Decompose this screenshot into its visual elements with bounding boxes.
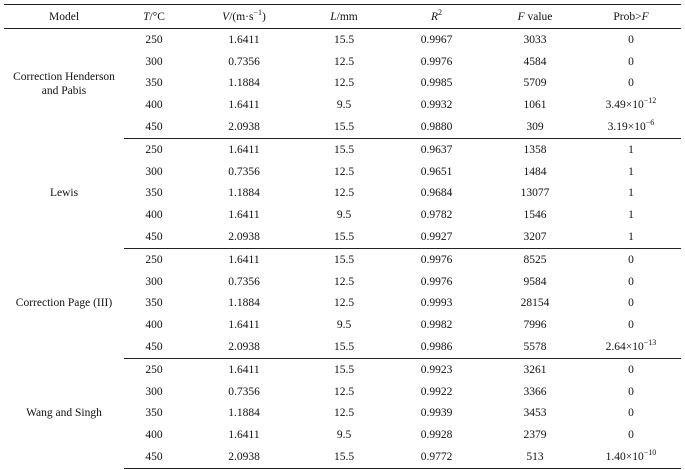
temperature-cell: 350 (145, 297, 163, 310)
r-squared-cell: 0.9993 (420, 297, 453, 310)
length-cell: 9.5 (336, 429, 352, 442)
table-row (4, 358, 681, 380)
prob-f-base: 0 (628, 407, 634, 420)
length-cell: 12.5 (333, 297, 355, 310)
r-squared-cell: 0.9637 (420, 143, 453, 156)
prob-f-cell (581, 161, 681, 183)
r-squared-cell: 0.9782 (420, 209, 453, 222)
prob-f-cell (581, 358, 681, 380)
f-value-cell: 3207 (489, 226, 581, 248)
temperature-cell: 300 (145, 55, 163, 68)
header-length: L/mm (304, 5, 384, 29)
temperature-cell: 450 (124, 116, 184, 138)
temperature-cell: 250 (145, 33, 163, 46)
f-value-cell: 3366 (523, 385, 547, 398)
table-row (4, 248, 681, 270)
velocity-cell: 1.6411 (228, 33, 260, 46)
prob-f-exponent: −10 (643, 448, 657, 458)
r-squared-cell: 0.9976 (420, 253, 453, 266)
prob-f-base: 0 (628, 319, 634, 332)
velocity-cell: 0.7356 (228, 385, 260, 398)
prob-f-cell (581, 51, 681, 73)
temperature-cell: 350 (145, 187, 163, 200)
prob-f-base: 0 (628, 297, 634, 310)
prob-f-cell (581, 271, 681, 293)
velocity-cell: 1.6411 (228, 209, 260, 222)
table-row (4, 29, 681, 51)
temperature-cell: 250 (145, 253, 163, 266)
prob-f-base: 0 (628, 253, 634, 266)
f-value-cell: 1358 (523, 143, 547, 156)
table-header (4, 5, 681, 29)
prob-f-exponent: −6 (645, 118, 655, 128)
length-cell: 15.5 (333, 143, 355, 156)
r-squared-cell: 0.9982 (420, 319, 453, 332)
velocity-cell: 2.0938 (184, 226, 304, 248)
prob-f-base: 1 (628, 231, 634, 244)
temperature-cell: 250 (145, 363, 163, 376)
velocity-cell: 0.7356 (228, 165, 260, 178)
velocity-cell: 1.6411 (228, 253, 260, 266)
prob-f-base: 0 (628, 77, 634, 90)
temperature-cell: 400 (145, 429, 163, 442)
model-name-cell: Wang and Singh (26, 407, 102, 420)
r-squared-cell: 0.9976 (420, 55, 453, 68)
velocity-cell: 1.1884 (228, 297, 260, 310)
prob-f-base: 2.64×10 (605, 341, 644, 354)
prob-f-base: 0 (628, 33, 634, 46)
prob-f-cell (581, 138, 681, 160)
model-fit-table (4, 4, 681, 469)
temperature-cell: 300 (145, 165, 163, 178)
prob-f-base: 1 (628, 165, 634, 178)
header-temperature: T/°C (124, 5, 184, 29)
prob-f-cell (581, 204, 681, 226)
prob-f-base: 1 (628, 209, 634, 222)
velocity-cell: 2.0938 (184, 116, 304, 138)
velocity-cell: 2.0938 (184, 446, 304, 468)
prob-f-cell (581, 314, 681, 336)
prob-f-cell (581, 403, 681, 425)
r-squared-cell: 0.9772 (384, 446, 489, 468)
prob-f-base: 0 (628, 275, 634, 288)
r-squared-cell: 0.9928 (420, 429, 453, 442)
temperature-cell: 350 (145, 407, 163, 420)
r-squared-cell: 0.9922 (420, 385, 453, 398)
table-body (4, 29, 681, 469)
r-squared-cell: 0.9880 (384, 116, 489, 138)
model-name-cell: Lewis (49, 187, 79, 200)
velocity-cell: 1.1884 (228, 407, 260, 420)
r-squared-cell: 0.9927 (384, 226, 489, 248)
length-cell: 15.5 (333, 253, 355, 266)
f-value-cell: 1546 (523, 209, 547, 222)
length-cell: 12.5 (333, 187, 355, 200)
velocity-cell: 0.7356 (228, 55, 260, 68)
temperature-cell: 250 (145, 143, 163, 156)
prob-f-cell (581, 94, 681, 116)
length-cell: 15.5 (304, 446, 384, 468)
prob-f-cell (581, 116, 681, 138)
f-value-cell: 5709 (523, 77, 547, 90)
f-value-cell: 9584 (523, 275, 547, 288)
length-cell: 12.5 (333, 55, 355, 68)
velocity-cell: 1.6411 (228, 99, 260, 112)
f-value-cell: 3453 (523, 407, 547, 420)
prob-f-cell (581, 73, 681, 95)
prob-f-base: 0 (628, 385, 634, 398)
header-row (4, 5, 681, 29)
length-cell: 9.5 (336, 209, 352, 222)
prob-f-base: 3.19×10 (607, 121, 646, 134)
f-value-cell: 513 (489, 446, 581, 468)
prob-f-base: 0 (628, 429, 634, 442)
prob-f-exponent: −13 (643, 338, 657, 348)
velocity-cell: 1.6411 (228, 143, 260, 156)
velocity-cell: 1.6411 (228, 319, 260, 332)
prob-f-cell (581, 248, 681, 270)
prob-f-cell (581, 446, 681, 468)
r-squared-cell: 0.9985 (420, 77, 453, 90)
temperature-cell: 400 (145, 319, 163, 332)
f-value-cell: 309 (489, 116, 581, 138)
velocity-cell: 1.6411 (228, 363, 260, 376)
prob-f-cell (581, 293, 681, 315)
prob-f-cell (581, 226, 681, 248)
model-name-cell: Correction Page (III) (15, 297, 113, 310)
f-value-cell: 2379 (523, 429, 547, 442)
f-value-cell: 3033 (523, 33, 547, 46)
length-cell: 15.5 (304, 336, 384, 358)
header-r-squared: $R^2$ (384, 5, 489, 29)
table-row (4, 138, 681, 160)
temperature-cell: 400 (145, 99, 163, 112)
f-value-cell: 13077 (520, 187, 550, 200)
temperature-cell: 300 (145, 275, 163, 288)
f-value-cell: 7996 (523, 319, 547, 332)
header-f-value: F value (489, 5, 581, 29)
velocity-cell: 1.1884 (228, 77, 260, 90)
f-value-cell: 5578 (489, 336, 581, 358)
prob-f-cell (581, 29, 681, 51)
prob-f-cell (581, 183, 681, 205)
r-squared-cell: 0.9923 (420, 363, 453, 376)
length-cell: 12.5 (333, 275, 355, 288)
temperature-cell: 450 (124, 446, 184, 468)
r-squared-cell: 0.9939 (420, 407, 453, 420)
temperature-cell: 300 (145, 385, 163, 398)
temperature-cell: 450 (124, 226, 184, 248)
velocity-cell: 2.0938 (184, 336, 304, 358)
length-cell: 15.5 (304, 116, 384, 138)
temperature-cell: 350 (145, 77, 163, 90)
velocity-cell: 1.6411 (228, 429, 260, 442)
prob-f-base: 1 (628, 187, 634, 200)
velocity-cell: 0.7356 (228, 275, 260, 288)
f-value-cell: 1061 (523, 99, 547, 112)
length-cell: 15.5 (333, 33, 355, 46)
prob-f-cell (581, 424, 681, 446)
r-squared-cell: 0.9976 (420, 275, 453, 288)
r-squared-cell: 0.9932 (420, 99, 453, 112)
length-cell: 12.5 (333, 385, 355, 398)
header-prob-f: Prob>F (581, 5, 681, 29)
length-cell: 12.5 (333, 407, 355, 420)
header-model: Model (4, 5, 124, 29)
prob-f-base: 1 (628, 143, 634, 156)
r-squared-cell: 0.9967 (420, 33, 453, 46)
model-name-cell: Correction Henderson and Pabis (13, 70, 115, 97)
f-value-cell: 1484 (523, 165, 547, 178)
r-squared-cell: 0.9684 (420, 187, 453, 200)
length-cell: 9.5 (336, 99, 352, 112)
length-cell: 12.5 (333, 165, 355, 178)
prob-f-cell (581, 336, 681, 358)
header-velocity: $V/(m\cdot s^{-1})$ (184, 5, 304, 29)
temperature-cell: 450 (124, 336, 184, 358)
prob-f-base: 0 (628, 55, 634, 68)
f-value-cell: 3261 (523, 363, 547, 376)
length-cell: 15.5 (333, 363, 355, 376)
prob-f-base: 1.40×10 (605, 451, 644, 464)
r-squared-cell: 0.9986 (384, 336, 489, 358)
prob-f-base: 3.49×10 (605, 99, 644, 112)
f-value-cell: 8525 (523, 253, 547, 266)
length-cell: 9.5 (336, 319, 352, 332)
r-squared-cell: 0.9651 (420, 165, 453, 178)
velocity-cell: 1.1884 (228, 187, 260, 200)
prob-f-exponent: −12 (643, 96, 657, 106)
prob-f-base: 0 (628, 363, 634, 376)
length-cell: 15.5 (304, 226, 384, 248)
temperature-cell: 400 (145, 209, 163, 222)
f-value-cell: 4584 (523, 55, 547, 68)
prob-f-cell (581, 381, 681, 403)
f-value-cell: 28154 (520, 297, 550, 310)
length-cell: 12.5 (333, 77, 355, 90)
